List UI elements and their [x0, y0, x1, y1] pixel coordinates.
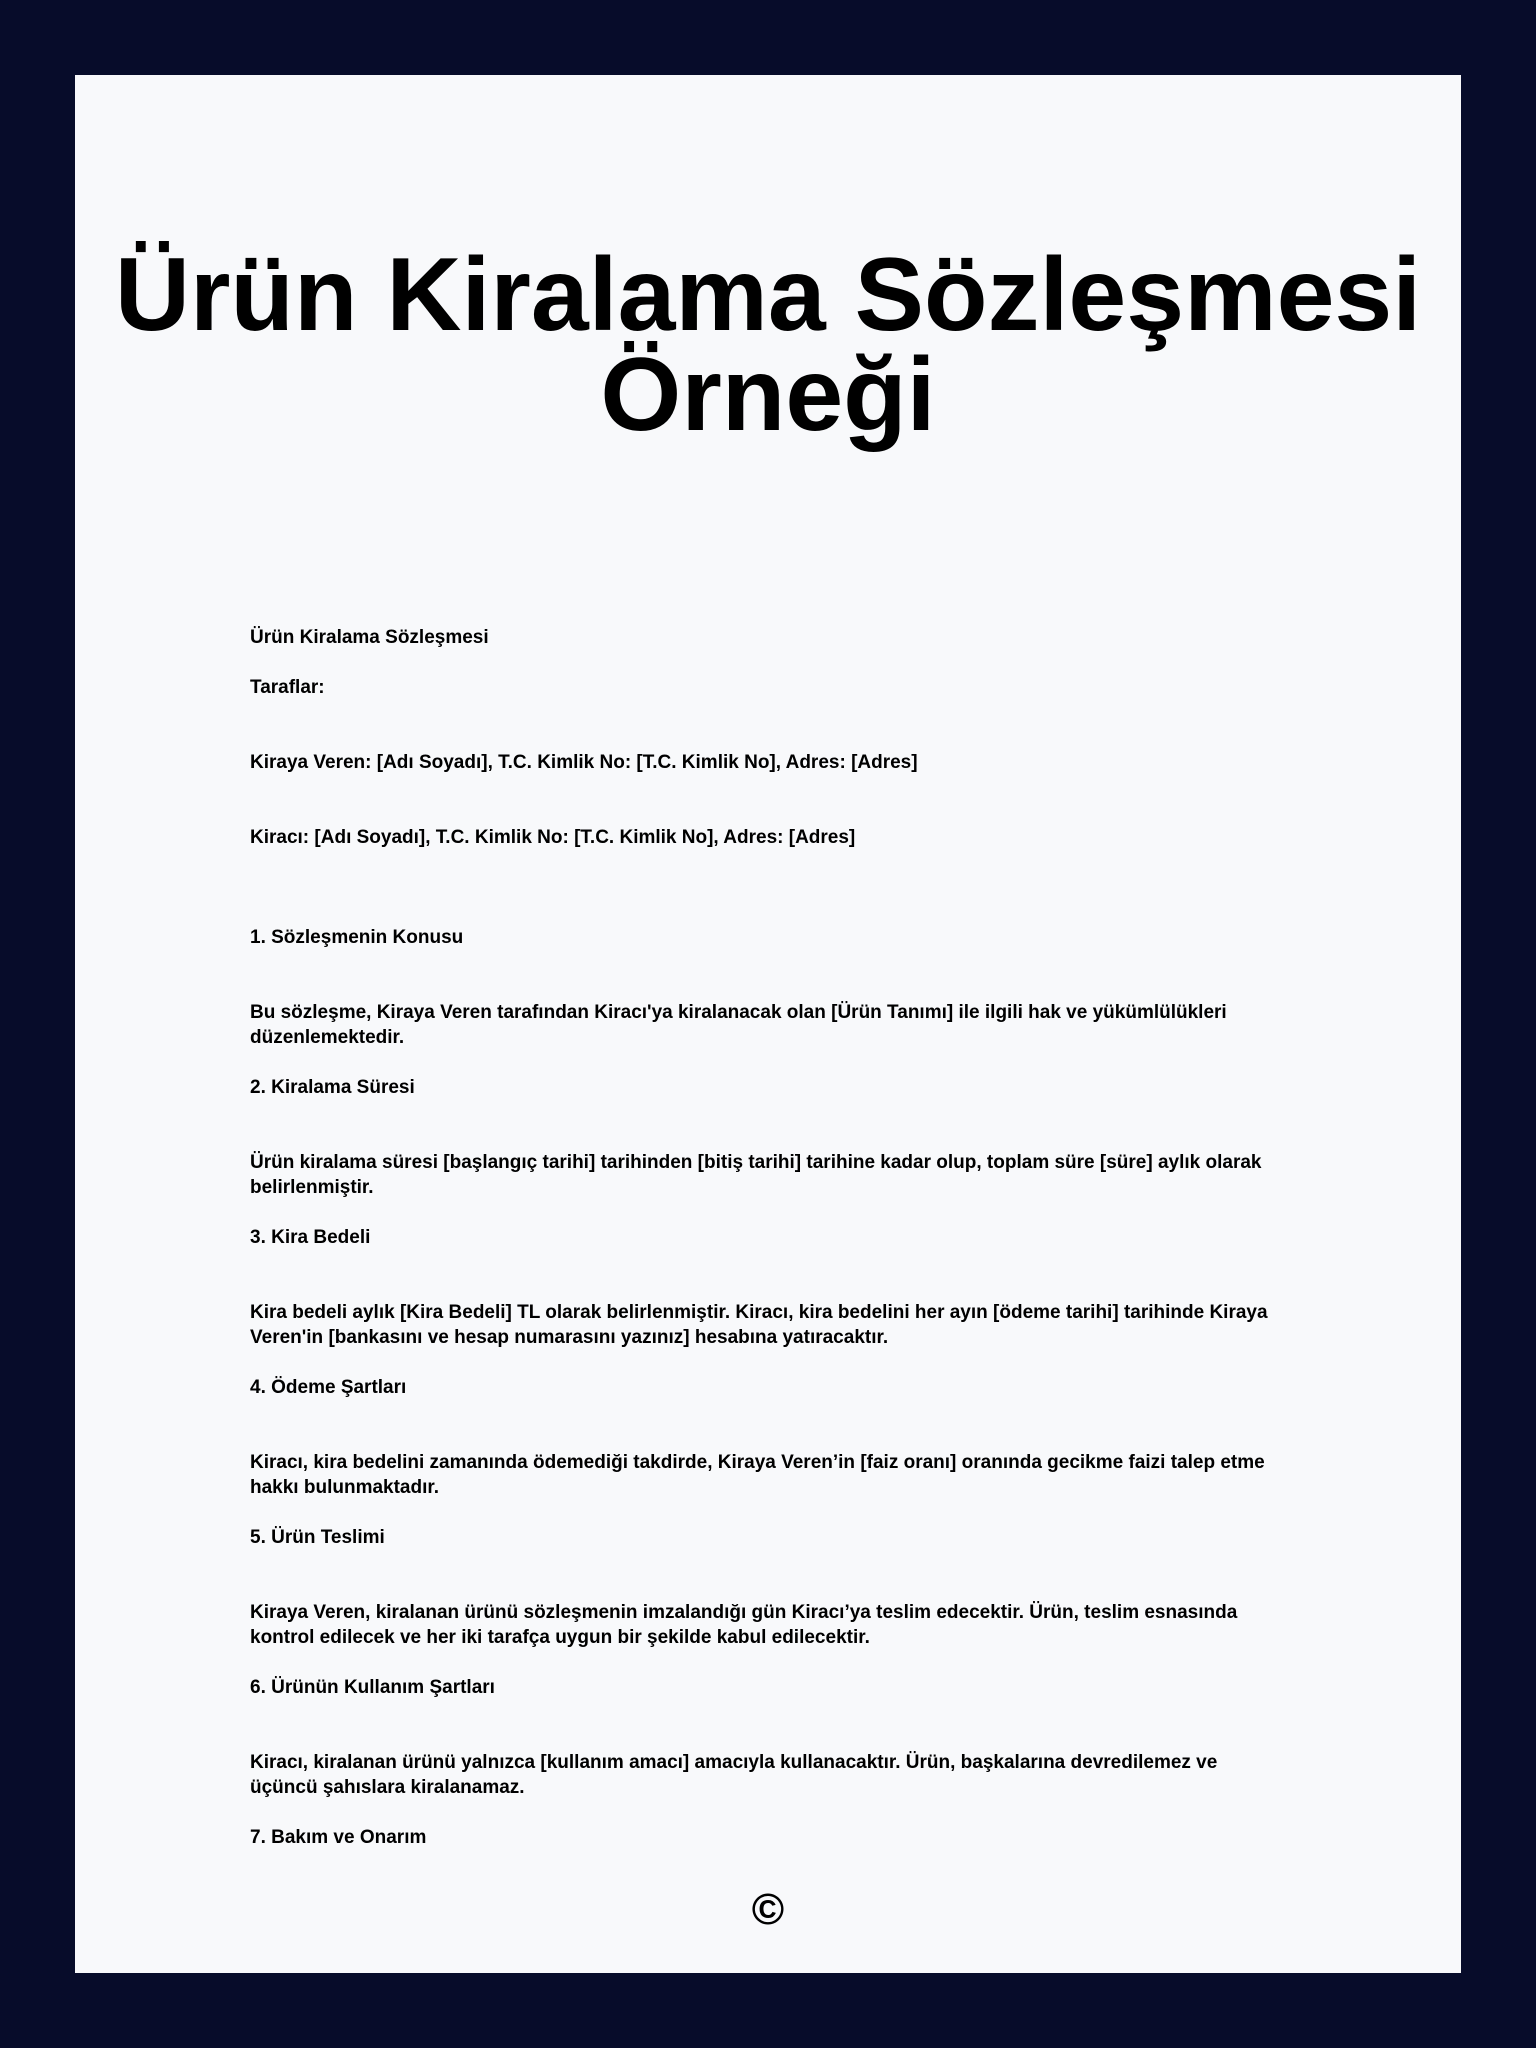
section-body-5: Kiraya Veren, kiralanan ürünü sözleşmenin imzalandığı gün Kiracı’ya teslim edecektir. Ürün, teslim esnasında kontrol edilecek ve her iki tarafça uygun bir şekilde kabul edilecektir.	[250, 1602, 1238, 1648]
section-heading-2: 2. Kiralama Süresi	[250, 1077, 415, 1098]
section-body-3: Kira bedeli aylık [Kira Bedeli] TL olarak belirlenmiştir. Kiracı, kira bedelini her ayın [ödeme tarihi] tarihinde Kiraya Veren'in [bankasını ve hesap numarasını yazınız] hesabına yatıracaktır.	[250, 1302, 1268, 1348]
lessee-line: Kiracı: [Adı Soyadı], T.C. Kimlik No: [T.C. Kimlik No], Adres: [Adres]	[250, 827, 856, 848]
section-body-1: Bu sözleşme, Kiraya Veren tarafından Kiracı'ya kiralanacak olan [Ürün Tanımı] ile ilgili hak ve yükümlülükleri düzenlemektedir.	[250, 1002, 1227, 1048]
section-body-4: Kiracı, kira bedelini zamanında ödemediği takdirde, Kiraya Veren’in [faiz oranı] oranında gecikme faizi talep etme hakkı bulunmaktadır.	[250, 1452, 1265, 1498]
contract-heading: Ürün Kiralama Sözleşmesi	[250, 627, 489, 648]
parties-label: Taraflar:	[250, 677, 325, 698]
section-body-2: Ürün kiralama süresi [başlangıç tarihi] tarihinden [bitiş tarihi] tarihine kadar olup, toplam süre [süre] aylık olarak belirlenmiştir.	[250, 1152, 1262, 1198]
section-heading-4: 4. Ödeme Şartları	[250, 1377, 407, 1398]
section-heading-5: 5. Ürün Teslimi	[250, 1527, 385, 1548]
section-body-6: Kiracı, kiralanan ürünü yalnızca [kullanım amacı] amacıyla kullanacaktır. Ürün, başkalarına devredilemez ve üçüncü şahıslara kiralanamaz.	[250, 1752, 1218, 1798]
document-page	[75, 75, 1461, 1973]
section-heading-7: 7. Bakım ve Onarım	[250, 1827, 427, 1848]
section-heading-1: 1. Sözleşmenin Konusu	[250, 927, 464, 948]
section-heading-3: 3. Kira Bedeli	[250, 1227, 371, 1248]
document-title: Ürün Kiralama Sözleşmesi Örneği	[114, 237, 1422, 453]
copyright-icon: ©	[751, 1885, 785, 1934]
lessor-line: Kiraya Veren: [Adı Soyadı], T.C. Kimlik No: [T.C. Kimlik No], Adres: [Adres]	[250, 752, 918, 773]
section-heading-6: 6. Ürünün Kullanım Şartları	[250, 1677, 495, 1698]
